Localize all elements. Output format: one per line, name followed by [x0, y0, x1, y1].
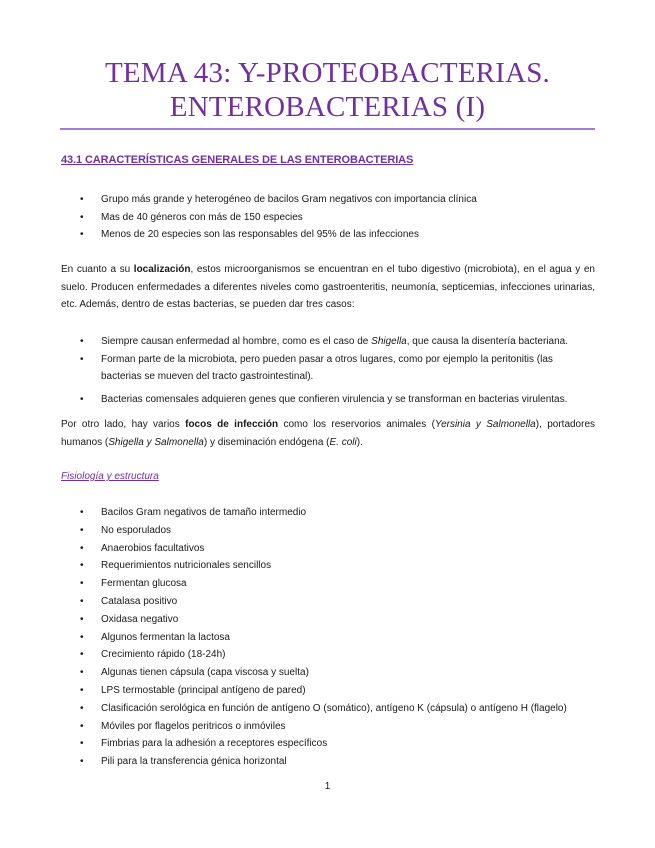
cases-bullet-list [80, 333, 595, 408]
title-line-2: ENTEROBACTERIAS (I) [169, 91, 486, 123]
bullet-icon: • [80, 667, 84, 679]
bullet-icon: • [80, 211, 84, 223]
bullet-icon: • [80, 613, 84, 625]
bullet-icon: • [80, 649, 84, 661]
list-item: • Requerimientos nutricionales sencillos [80, 557, 595, 575]
bullet-icon: • [80, 756, 84, 768]
list-item: • Algunas tienen cápsula (capa viscosa y suelta) [80, 664, 595, 682]
list-item: • Bacilos Gram negativos de tamaño intermedio [80, 504, 595, 522]
list-item: • LPS termostable (principal antígeno de pared) [80, 682, 595, 700]
infection-foci-paragraph: Por otro lado, hay varios focos de infección como los reservorios animales (Yersinia y Salmonella), portadores humanos (Shigella y Salmonella) y diseminación endógena (E. coli). [61, 419, 596, 448]
bullet-icon: • [80, 720, 84, 732]
physiology-subheading: Fisiología y estructura [61, 471, 159, 482]
list-item: • Grupo más grande y heterogéneo de bacilos Gram negativos con importancia clínica [80, 191, 595, 209]
list-item: • Menos de 20 especies son las responsables del 95% de las infecciones [80, 226, 595, 244]
bullet-icon: • [80, 702, 84, 714]
bullet-icon: • [80, 560, 84, 572]
physiology-bullet-list [80, 504, 595, 771]
bullet-icon: • [80, 578, 84, 590]
localization-paragraph: En cuanto a su localización, estos microorganismos se encuentran en el tubo digestivo (microbiota), en el agua y en suelo. Producen enfermedades a diferentes niveles como gastroenteritis, neumonía, septicemias, infecciones urinarias, etc. Además, dentro de estas bacterias, se pueden dar tres casos: [61, 264, 595, 310]
list-item: • Algunos fermentan la lactosa [80, 629, 595, 647]
list-item: • Fermentan glucosa [80, 575, 595, 593]
list-item: • Forman parte de la microbiota, pero pueden pasar a otros lugares, como por ejemplo la peritonitis (las bacterias se mueven del tracto gastrointestinal). [80, 351, 595, 386]
list-item: • Mas de 40 géneros con más de 150 especies [80, 209, 595, 227]
list-item: • Oxidasa negativo [80, 611, 595, 629]
bullet-icon: • [80, 194, 84, 205]
bullet-icon: • [80, 542, 84, 554]
list-item: • Siempre causan enfermedad al hombre, como es el caso de Shigella, que causa la disentería bacteriana. [80, 333, 595, 351]
list-item: • No esporulados [80, 522, 595, 540]
list-item: • Pili para la transferencia génica horizontal [80, 753, 595, 771]
page-number: 1 [324, 781, 331, 792]
page-title [60, 56, 595, 124]
bullet-icon: • [80, 631, 84, 643]
bullet-icon: • [80, 393, 84, 405]
bullet-icon: • [80, 336, 84, 347]
bullet-icon: • [80, 524, 84, 536]
bullet-icon: • [80, 595, 84, 607]
list-item: • Catalasa positivo [80, 593, 595, 611]
title-line-1: TEMA 43: Y-PROTEOBACTERIAS. [105, 57, 550, 89]
list-item: • Bacterias comensales adquieren genes que confieren virulencia y se transforman en bacterias virulentas. [80, 391, 595, 409]
bullet-icon: • [80, 684, 84, 696]
list-item: • Crecimiento rápido (18-24h) [80, 646, 595, 664]
list-item: • Clasificación serológica en función de antígeno O (somático), antígeno K (cápsula) o antígeno H (flagelo) [80, 700, 595, 718]
intro-bullet-list [80, 191, 595, 244]
bullet-icon: • [80, 353, 84, 365]
title-divider [60, 128, 595, 130]
bullet-icon: • [80, 738, 84, 750]
section-heading: 43.1 CARACTERÍSTICAS GENERALES DE LAS ENTEROBACTERIAS [61, 154, 414, 166]
list-item: • Móviles por flagelos peritricos o inmóviles [80, 718, 595, 736]
list-item: • Fimbrias para la adhesión a receptores específicos [80, 735, 595, 753]
bullet-icon: • [80, 229, 84, 240]
list-item: • Anaerobios facultativos [80, 540, 595, 558]
bullet-icon: • [80, 507, 84, 518]
